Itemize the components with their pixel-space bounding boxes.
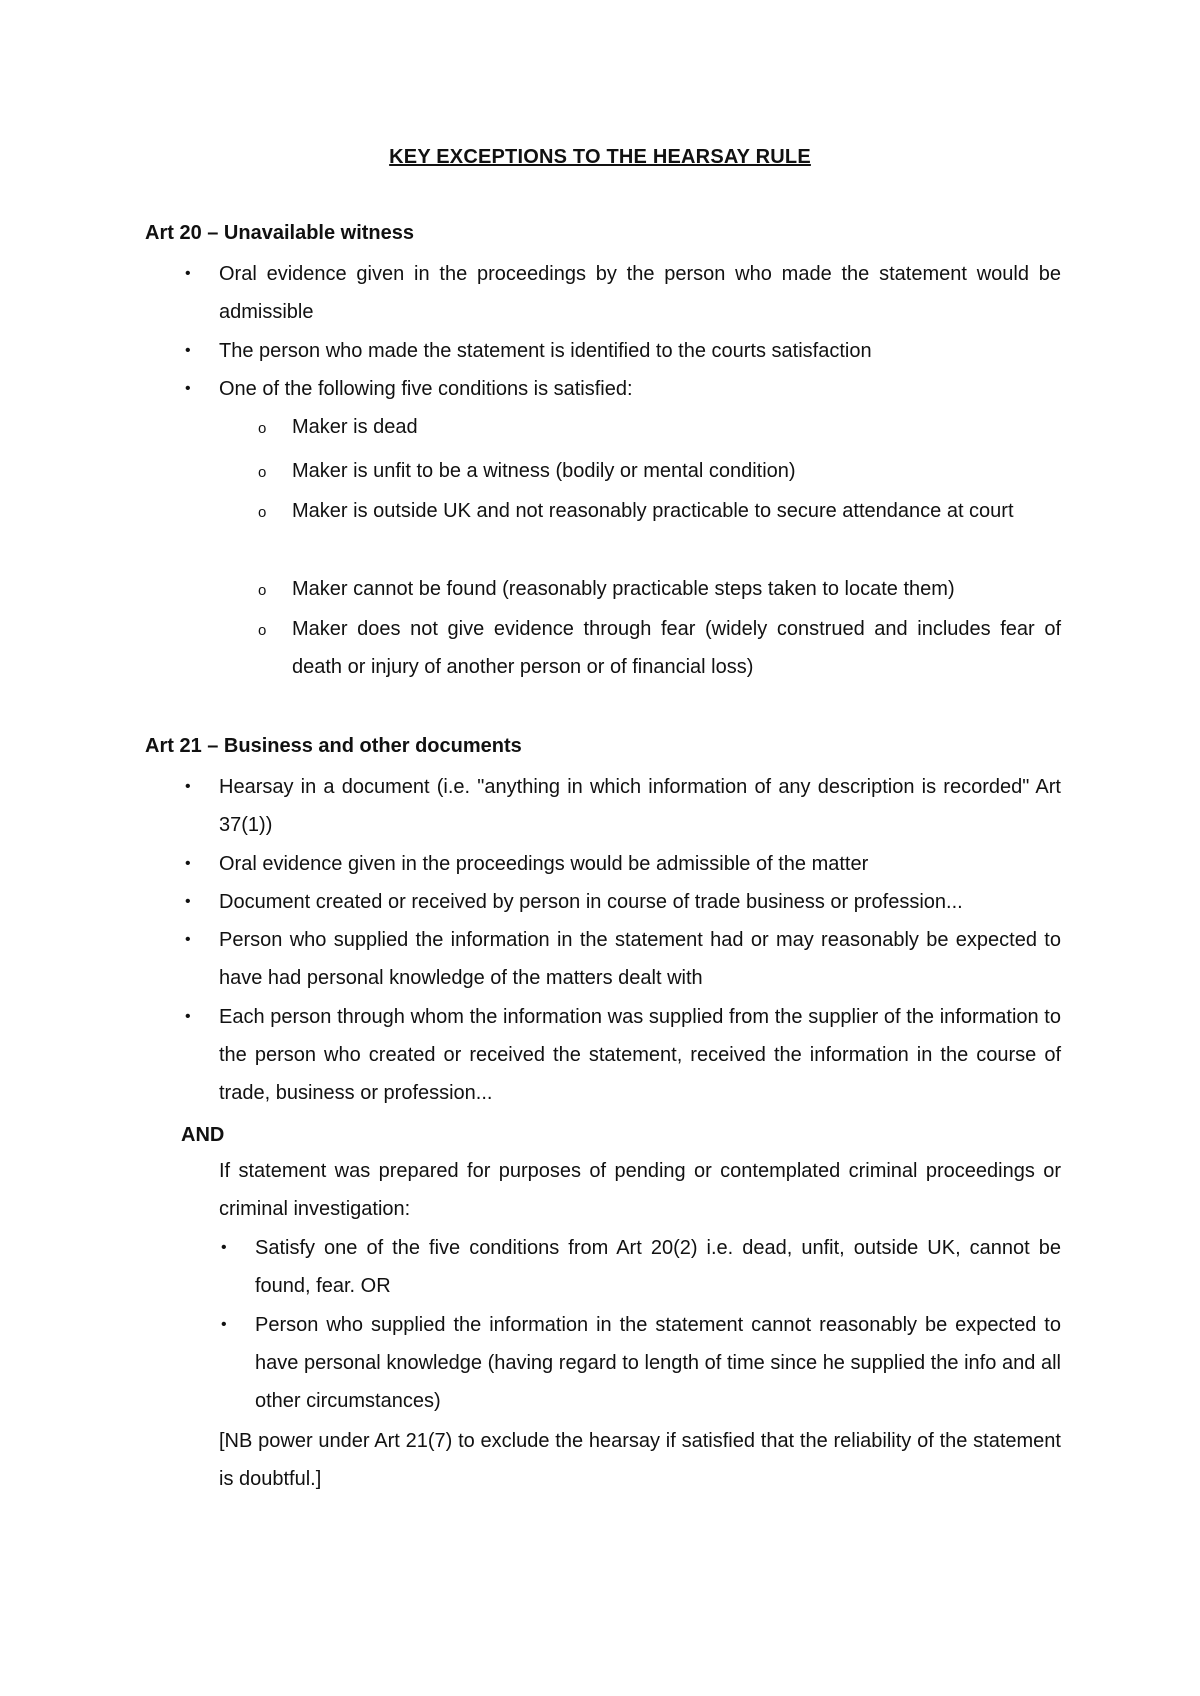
bullet-icon: • bbox=[221, 1316, 227, 1333]
sub-list-item: • Person who supplied the information in the statement cannot reasonably be expected to have personal knowledge (having regard to length of time since he supplied the info and all other circumstances) bbox=[255, 1306, 1061, 1420]
bullet-icon: • bbox=[185, 778, 191, 795]
list-item: • Person who supplied the information in the statement had or may reasonably be expected to have had personal knowledge of the matters dealt with bbox=[219, 921, 1061, 997]
condition-item: o Maker does not give evidence through fear (widely construed and includes fear of death or injury of another person or of financial loss) bbox=[292, 610, 1061, 686]
bullet-icon: • bbox=[185, 893, 191, 910]
circle-bullet-icon: o bbox=[258, 504, 267, 521]
sub-list-item: • Satisfy one of the five conditions from Art 20(2) i.e. dead, unfit, outside UK, cannot be found, fear. OR bbox=[255, 1229, 1061, 1305]
condition-item: o Maker is unfit to be a witness (bodily or mental condition) bbox=[292, 452, 1061, 490]
bullet-icon: • bbox=[185, 380, 191, 397]
list-item: • Document created or received by person in course of trade business or profession... bbox=[219, 883, 1061, 921]
bullet-icon: • bbox=[185, 342, 191, 359]
list-item: • One of the following five conditions is satisfied: bbox=[219, 370, 1061, 408]
condition-item: o Maker is dead bbox=[292, 408, 1061, 446]
list-item: • Each person through whom the information was supplied from the supplier of the information to the person who created or received the statement, received the information in the course of trade, business or profession... bbox=[219, 998, 1061, 1112]
bullet-icon: • bbox=[221, 1239, 227, 1256]
list-item: • Hearsay in a document (i.e. "anything in which information of any description is recorded" Art 37(1)) bbox=[219, 768, 1061, 844]
list-item: • The person who made the statement is identified to the courts satisfaction bbox=[219, 332, 1061, 370]
condition-item: o Maker is outside UK and not reasonably practicable to secure attendance at court bbox=[292, 492, 1061, 530]
and-label: AND bbox=[181, 1124, 225, 1146]
bullet-icon: • bbox=[185, 1008, 191, 1025]
bullet-icon: • bbox=[185, 265, 191, 282]
document-title: KEY EXCEPTIONS TO THE HEARSAY RULE bbox=[389, 146, 811, 168]
circle-bullet-icon: o bbox=[258, 622, 267, 639]
list-item: • Oral evidence given in the proceedings by the person who made the statement would be admissible bbox=[219, 255, 1061, 331]
circle-bullet-icon: o bbox=[258, 464, 267, 481]
circle-bullet-icon: o bbox=[258, 582, 267, 599]
section-heading-art20: Art 20 – Unavailable witness bbox=[145, 222, 415, 244]
section-heading-art21: Art 21 – Business and other documents bbox=[145, 735, 522, 757]
list-item: • Oral evidence given in the proceedings would be admissible of the matter bbox=[219, 845, 1061, 883]
bullet-icon: • bbox=[185, 855, 191, 872]
condition-item: o Maker cannot be found (reasonably practicable steps taken to locate them) bbox=[292, 570, 1061, 608]
nb-note: [NB power under Art 21(7) to exclude the hearsay if satisfied that the reliability of the statement is doubtful.] bbox=[219, 1430, 1061, 1490]
criminal-proceedings-intro: If statement was prepared for purposes of pending or contemplated criminal proceedings or criminal investigation: bbox=[219, 1160, 1061, 1220]
bullet-icon: • bbox=[185, 931, 191, 948]
circle-bullet-icon: o bbox=[258, 420, 267, 437]
